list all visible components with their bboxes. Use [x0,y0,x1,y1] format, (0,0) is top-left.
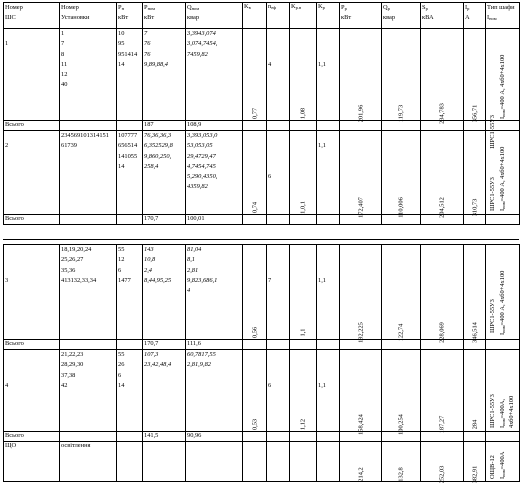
kp-value: 1,1 [290,245,317,340]
k-value: 1,1 [318,276,326,284]
group-row [4,245,520,340]
qnom-values: 3,3943,074 3,074,7454, 7459,82 [186,29,243,121]
qr-value: 110,006 [382,131,421,215]
cabinet-rating: $I_{ном}=400А$ [499,451,506,479]
col-ki: $K_в$ [243,3,267,29]
n-value: 4 [268,60,272,68]
total-p: 170,7 [143,215,186,225]
n-value: 6 [268,173,272,181]
cabinet-rating: $I_{ном}=400А$, [499,399,506,428]
total-p: 141,5 [143,432,186,442]
kp-value: 1,0,1 [290,131,317,215]
group-row [4,131,520,215]
cabinet-type: ШРС1-55У3 [489,299,496,333]
cabinet-cell [486,131,520,215]
qr-value: 122,74 [382,245,421,340]
kp-value: 1,08 [290,29,317,121]
unit-numbers: 18,19,20,24 25,26,27 35,36 413132,33,34 [60,245,117,340]
n-value: 7 [268,276,272,284]
qnom-values: 60,7817,55 2,81,9,82 [186,350,243,432]
unit-numbers: 234569101314151 61739 [60,131,117,215]
sr-value: 204,512 [421,131,464,215]
col-qr: $Q_р$ квар [382,3,421,29]
lighting-name: освітлення [60,442,117,482]
cabinet-type: ШРС1-55У3 [489,115,496,149]
sr-value: 187,27 [421,350,464,432]
group-number: 2 [5,142,9,150]
pnom-values: 7 76 76 9,89,88,4 [143,29,186,121]
ki-value: 0,56 [243,245,267,340]
cabinet-rating: $I_{ном}=400$ А, 4хб0+4х100 [499,146,506,211]
col-shs: Номер ШС [4,3,60,29]
k-value: 1,1 [318,381,326,389]
pn-values: 107777 656514 141055 14 [117,131,143,215]
k-value: 1,1 [318,142,326,150]
pn-values: 55 12 6 1477 [117,245,143,340]
ir-value: 284 [464,350,486,432]
pnom-values: 76,36,36,3 6,352529,8 9,860,250, 258,4 [143,131,186,215]
pn-values: 10 95 951414 14 [117,29,143,121]
load-table-top [3,2,520,225]
ir-value: 382,91 [464,442,486,482]
unit-numbers: 1 7 8 11 12 40 [60,29,117,121]
ki-value: 0,77 [243,29,267,121]
qnom-values: 3,393,053,0 53,053,05 29,4729,47 4,7454,745 5,290,4350, 4359,82 [186,131,243,215]
k-value: 1,1 [318,60,326,68]
ir-value: 346,514 [464,245,486,340]
col-unit: Номер Установки [60,3,117,29]
cabinet-type: ШРС1-55У3 [489,394,496,428]
col-sr: $S_р$ кВА [421,3,464,29]
total-row: Всього 141,5 90,96 [4,432,520,442]
col-k: $K_р$ [317,3,340,29]
col-cabinet: Тип шафи $I_{ном}$ [486,3,520,29]
col-pr: $P_р$ кВт [340,3,382,29]
qr-value: 132,8 [382,442,421,482]
total-row: Всього 170,7 100,01 [4,215,520,225]
col-n: $n_{еф}$ [267,3,290,29]
group-row [4,29,520,121]
header-row [4,3,520,29]
col-pnom: $P_{ном}$ кВт [143,3,186,29]
cabinet-rating-cont: 4хб0+4х100 [508,395,515,428]
cabinet-cell [486,350,520,432]
cabinet-type: ШРС1-55У3 [489,177,496,211]
pn-values: 55 26 6 14 [117,350,143,432]
group-number: 1 [5,40,9,48]
n-value: 6 [268,381,272,389]
ir-value: 356,71 [464,29,486,121]
unit-numbers: 21,22,23 28,29,30 37,38 42 [60,350,117,432]
total-row: Всього 170,7 111,6 [4,340,520,350]
total-q: 108,9 [186,121,243,131]
sr-value: 228,069 [421,245,464,340]
cabinet-cell [486,442,520,482]
col-pn: $P_н$ кВт [117,3,143,29]
total-q: 90,96 [186,432,243,442]
total-p: 187 [143,121,186,131]
group-number: 4 [5,381,9,389]
group-row [4,350,520,432]
ir-value: 310,73 [464,131,486,215]
ki-value: 0,53 [243,350,267,432]
cabinet-type: ОЩВ-12 [489,455,496,479]
pr-value: 172,407 [340,131,382,215]
col-qnom: $Q_{ном}$ квар [186,3,243,29]
pr-value: 201,96 [340,29,382,121]
lighting-row [4,442,520,482]
pr-value: 214,2 [340,442,382,482]
lighting-number: ЩО [4,442,60,482]
pnom-values: 143 10,8 2,4 8,44,95,25 [143,245,186,340]
total-q: 111,6 [186,340,243,350]
kp-value: 1,12 [290,350,317,432]
pr-value: 158,424 [340,350,382,432]
cabinet-cell [486,245,520,340]
cabinet-rating: $I_{ном}=400$ А, 4хб0+4х100 [499,270,506,335]
pnom-values: 107,3 23,42,48,4 [143,350,186,432]
total-q: 100,01 [186,215,243,225]
sr-value: 252,03 [421,442,464,482]
qnom-values: 81,04 8,1 2,81 9,823,686,1 4 [186,245,243,340]
group-number: 3 [5,276,9,284]
col-ir: $I_р$ А [464,3,486,29]
qr-value: 100,254 [382,350,421,432]
qr-value: 119,73 [382,29,421,121]
col-kp: $K_{р.в}$ [290,3,317,29]
pr-value: 192,225 [340,245,382,340]
cabinet-rating: $I_{ном}=400$ А, 4хб0+4х100 [499,54,506,119]
total-p: 170,7 [143,340,186,350]
cabinet-cell [486,29,520,149]
total-row: Всього 187 108,9 [4,121,520,131]
ki-value: 0,74 [243,131,267,215]
sr-value: 234,783 [421,29,464,121]
load-table-bottom [3,244,520,482]
